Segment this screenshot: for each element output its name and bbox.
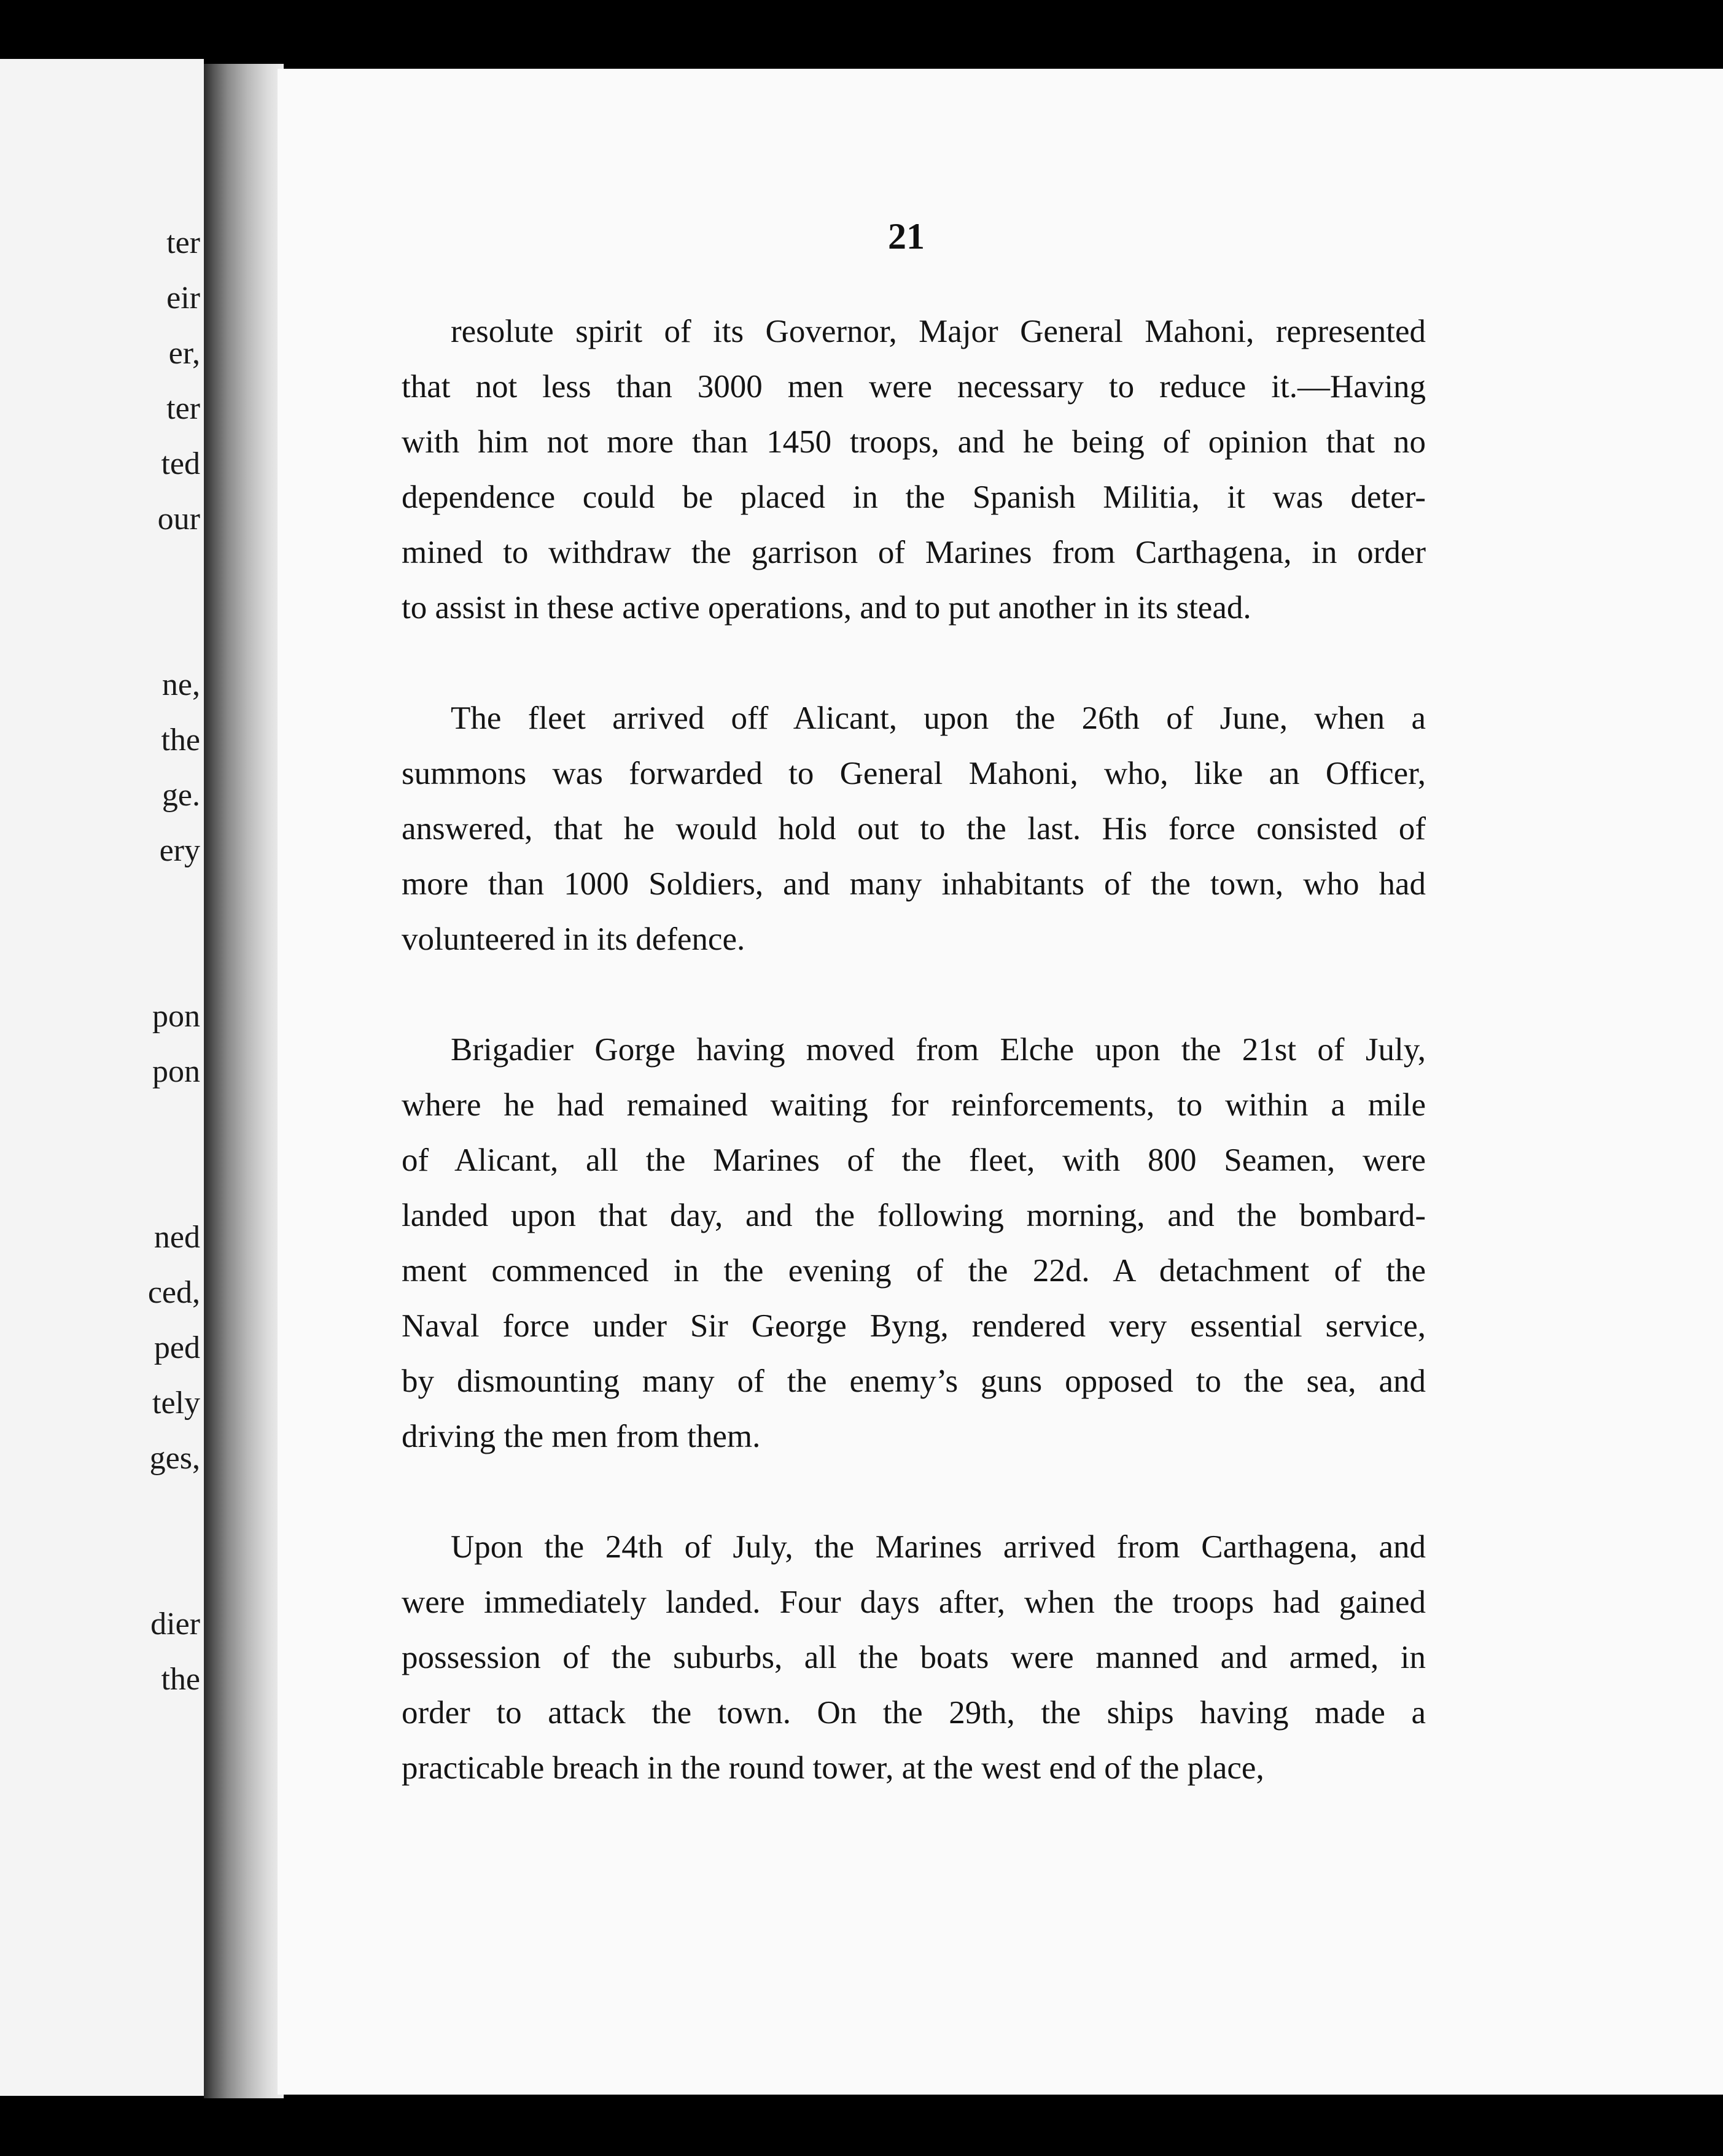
left-page-edge — [0, 59, 204, 2096]
text-line: resolute spirit of its Governor, Major General Mahoni, represented — [451, 314, 1426, 349]
left-page-text-fragment: ges, — [149, 1441, 200, 1476]
text-line: where he had remained waiting for reinforcements, to within a mile — [402, 1087, 1426, 1123]
text-line: Brigadier Gorge having moved from Elche upon the 21st of July, — [451, 1032, 1426, 1068]
left-page-text-fragment: ped — [154, 1330, 200, 1365]
paragraph-3 — [402, 1022, 1426, 1464]
text-line: Naval force under Sir George Byng, rendered very essential service, — [402, 1308, 1426, 1344]
left-page-text-fragment: pon — [152, 999, 200, 1034]
text-line: driving the men from them. — [402, 1419, 761, 1454]
text-line: were immediately landed. Four days after, when the troops had gained — [402, 1584, 1426, 1620]
left-page-text-fragment: ery — [159, 833, 200, 868]
text-line: volunteered in its defence. — [402, 921, 745, 957]
left-page-text-fragment: our — [157, 502, 200, 537]
paragraph-2 — [402, 691, 1426, 967]
text-line: dependence could be placed in the Spanish Militia, it was deter- — [402, 479, 1426, 515]
text-line: The fleet arrived off Alicant, upon the 26th of June, when a — [451, 700, 1426, 736]
text-line: more than 1000 Soldiers, and many inhabitants of the town, who had — [402, 866, 1426, 902]
book-gutter-shadow — [204, 64, 284, 2098]
left-page-text-fragment: ge. — [161, 778, 200, 813]
text-line: answered, that he would hold out to the last. His force consisted of — [402, 811, 1426, 847]
text-line: by dismounting many of the enemy’s guns opposed to the sea, and — [402, 1363, 1426, 1399]
text-line: practicable breach in the round tower, at the west end of the place, — [402, 1750, 1264, 1786]
text-line: summons was forwarded to General Mahoni, who, like an Officer, — [402, 756, 1426, 791]
left-page-text-fragment: dier — [150, 1607, 200, 1642]
left-page-text-fragment: pon — [152, 1054, 200, 1089]
text-line: mined to withdraw the garrison of Marines from Carthagena, in order — [402, 535, 1426, 570]
page-number: 21 — [888, 216, 925, 257]
paragraph-4 — [402, 1519, 1426, 1796]
text-line: Upon the 24th of July, the Marines arrived from Carthagena, and — [451, 1529, 1426, 1565]
text-line: possession of the suburbs, all the boats were manned and armed, in — [402, 1640, 1426, 1675]
left-page-text-fragment: tely — [152, 1386, 200, 1421]
left-page-text-fragment: er, — [168, 336, 200, 371]
left-page-text-fragment: ted — [161, 446, 200, 481]
text-line: of Alicant, all the Marines of the fleet, with 800 Seamen, were — [402, 1142, 1426, 1178]
text-line: that not less than 3000 men were necessary to reduce it.—Having — [402, 369, 1426, 405]
left-page-text-fragment: ter — [166, 225, 200, 260]
paragraph-1 — [402, 304, 1426, 635]
left-page-text-fragment: ced, — [147, 1275, 200, 1310]
text-line: ment commenced in the evening of the 22d. A detachment of the — [402, 1253, 1426, 1289]
left-page-text-fragment: the — [161, 1662, 200, 1697]
left-page-text-fragment: ne, — [161, 667, 200, 702]
text-line: to assist in these active operations, and to put another in its stead. — [402, 590, 1251, 626]
left-page-text-fragment: ned — [154, 1220, 200, 1255]
left-page-text-fragment: eir — [166, 281, 200, 316]
text-line: landed upon that day, and the following morning, and the bombard- — [402, 1198, 1426, 1233]
left-page-text-fragment: ter — [166, 391, 200, 426]
left-page-text-fragment: the — [161, 723, 200, 758]
text-line: with him not more than 1450 troops, and he being of opinion that no — [402, 424, 1426, 460]
text-line: order to attack the town. On the 29th, the ships having made a — [402, 1695, 1426, 1731]
